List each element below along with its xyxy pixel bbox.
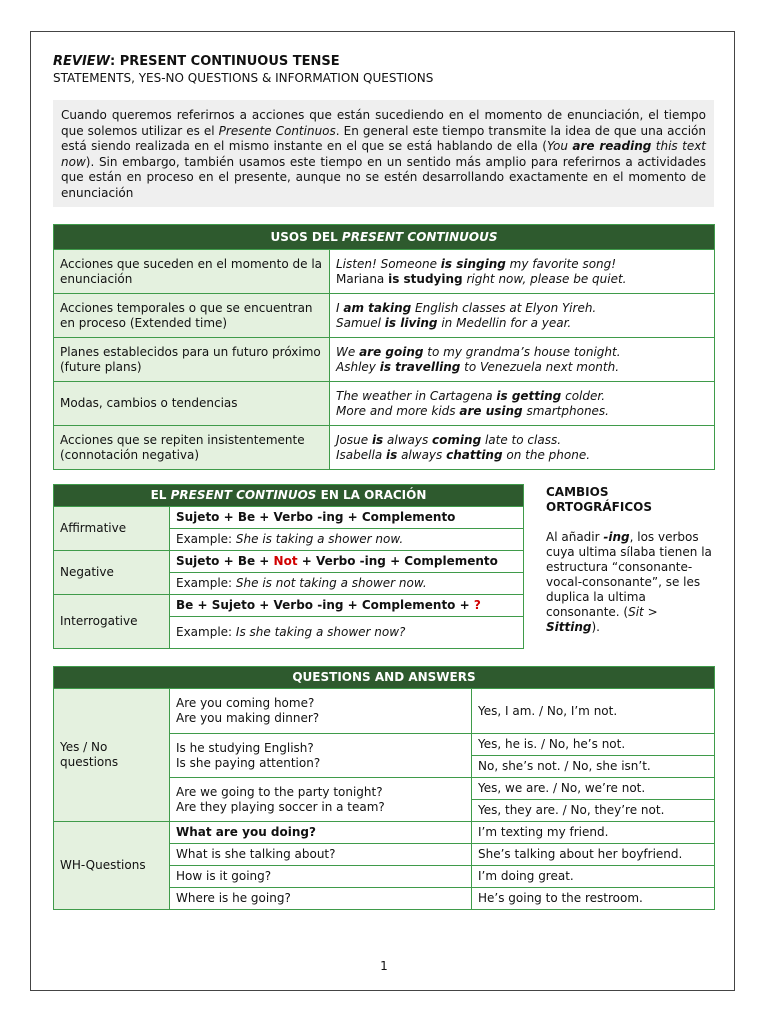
cambios-title: CAMBIOS ORTOGRÁFICOS: [546, 485, 652, 514]
interrogative-formula: Be + Sujeto + Verbo -ing + Complemento + ?: [170, 595, 524, 617]
qa-header: QUESTIONS AND ANSWERS: [54, 667, 715, 689]
affirmative-example: Example: She is taking a shower now.: [170, 529, 524, 551]
question-cell: Are we going to the party tonight? Are they playing soccer in a team?: [170, 778, 472, 822]
answer-cell: I’m doing great.: [472, 866, 715, 888]
yesno-label: Yes / No questions: [54, 689, 170, 822]
usos-example: Listen! Someone is singing my favorite song! Mariana is studying right now, please be quiet.: [330, 250, 715, 294]
answer-cell: Yes, we are. / No, we’re not.: [472, 778, 715, 800]
negative-example: Example: She is not taking a shower now.: [170, 573, 524, 595]
usos-example: I am taking English classes at Elyon Yireh. Samuel is living in Medellin for a year.: [330, 294, 715, 338]
usos-label: Planes establecidos para un futuro próximo (future plans): [54, 338, 330, 382]
answer-cell: He’s going to the restroom.: [472, 888, 715, 910]
usos-label: Acciones temporales o que se encuentran en proceso (Extended time): [54, 294, 330, 338]
affirmative-formula: Sujeto + Be + Verbo -ing + Complemento: [170, 507, 524, 529]
oracion-header: EL PRESENT CONTINUOS EN LA ORACIÓN: [54, 485, 524, 507]
question-cell: How is it going?: [170, 866, 472, 888]
answer-cell: She’s talking about her boyfriend.: [472, 844, 715, 866]
usos-example: The weather in Cartagena is getting colder. More and more kids are using smartphones.: [330, 382, 715, 426]
answer-cell: No, she’s not. / No, she isn’t.: [472, 756, 715, 778]
usos-example: Josue is always coming late to class. Isabella is always chatting on the phone.: [330, 426, 715, 470]
usos-label: Acciones que suceden en el momento de la enunciación: [54, 250, 330, 294]
negative-label: Negative: [54, 551, 170, 595]
interrogative-example: Example: Is she taking a shower now?: [170, 617, 524, 649]
usos-label: Modas, cambios o tendencias: [54, 382, 330, 426]
question-cell: What are you doing?: [170, 822, 472, 844]
question-cell: Is he studying English? Is she paying attention?: [170, 734, 472, 778]
affirmative-label: Affirmative: [54, 507, 170, 551]
answer-cell: Yes, they are. / No, they’re not.: [472, 800, 715, 822]
question-cell: What is she talking about?: [170, 844, 472, 866]
page-subtitle: STATEMENTS, YES-NO QUESTIONS & INFORMATION QUESTIONS: [53, 71, 434, 85]
answer-cell: I’m texting my friend.: [472, 822, 715, 844]
page-number: 1: [380, 959, 388, 973]
qa-table: [53, 666, 715, 910]
oracion-table: [53, 484, 524, 649]
negative-formula: Sujeto + Be + Not + Verbo -ing + Complemento: [170, 551, 524, 573]
usos-label: Acciones que se repiten insistentemente (connotación negativa): [54, 426, 330, 470]
wh-label: WH-Questions: [54, 822, 170, 910]
usos-table: [53, 224, 715, 470]
question-cell: Are you coming home? Are you making dinner?: [170, 689, 472, 734]
page-title: REVIEW: PRESENT CONTINUOUS TENSE: [53, 54, 340, 69]
usos-example: We are going to my grandma’s house tonight. Ashley is travelling to Venezuela next month.: [330, 338, 715, 382]
interrogative-label: Interrogative: [54, 595, 170, 649]
usos-header: USOS DEL PRESENT CONTINUOUS: [54, 225, 715, 250]
answer-cell: Yes, I am. / No, I’m not.: [472, 689, 715, 734]
cambios-text: Al añadir -ing, los verbos cuya ultima sílaba tienen la estructura “consonante-vocal-consonante”, se les duplica la ultima consonante. (Sit > Sitting).: [546, 530, 712, 634]
question-cell: Where is he going?: [170, 888, 472, 910]
answer-cell: Yes, he is. / No, he’s not.: [472, 734, 715, 756]
intro-paragraph: Cuando queremos referirnos a acciones que están sucediendo en el momento de enunciación, el tiempo que solemos utilizar es el Presente Continuos. En general este tiempo transmite la idea de que una acción está siendo realizada en el mismo instante en el que se está hablando de ella (You are reading this text now). Sin embargo, también usamos este tiempo en un sentido más amplio para referirnos a actividades que están en proceso en el presente, aunque no se estén desarrollando exactamente en el momento de enunciación: [53, 100, 714, 207]
